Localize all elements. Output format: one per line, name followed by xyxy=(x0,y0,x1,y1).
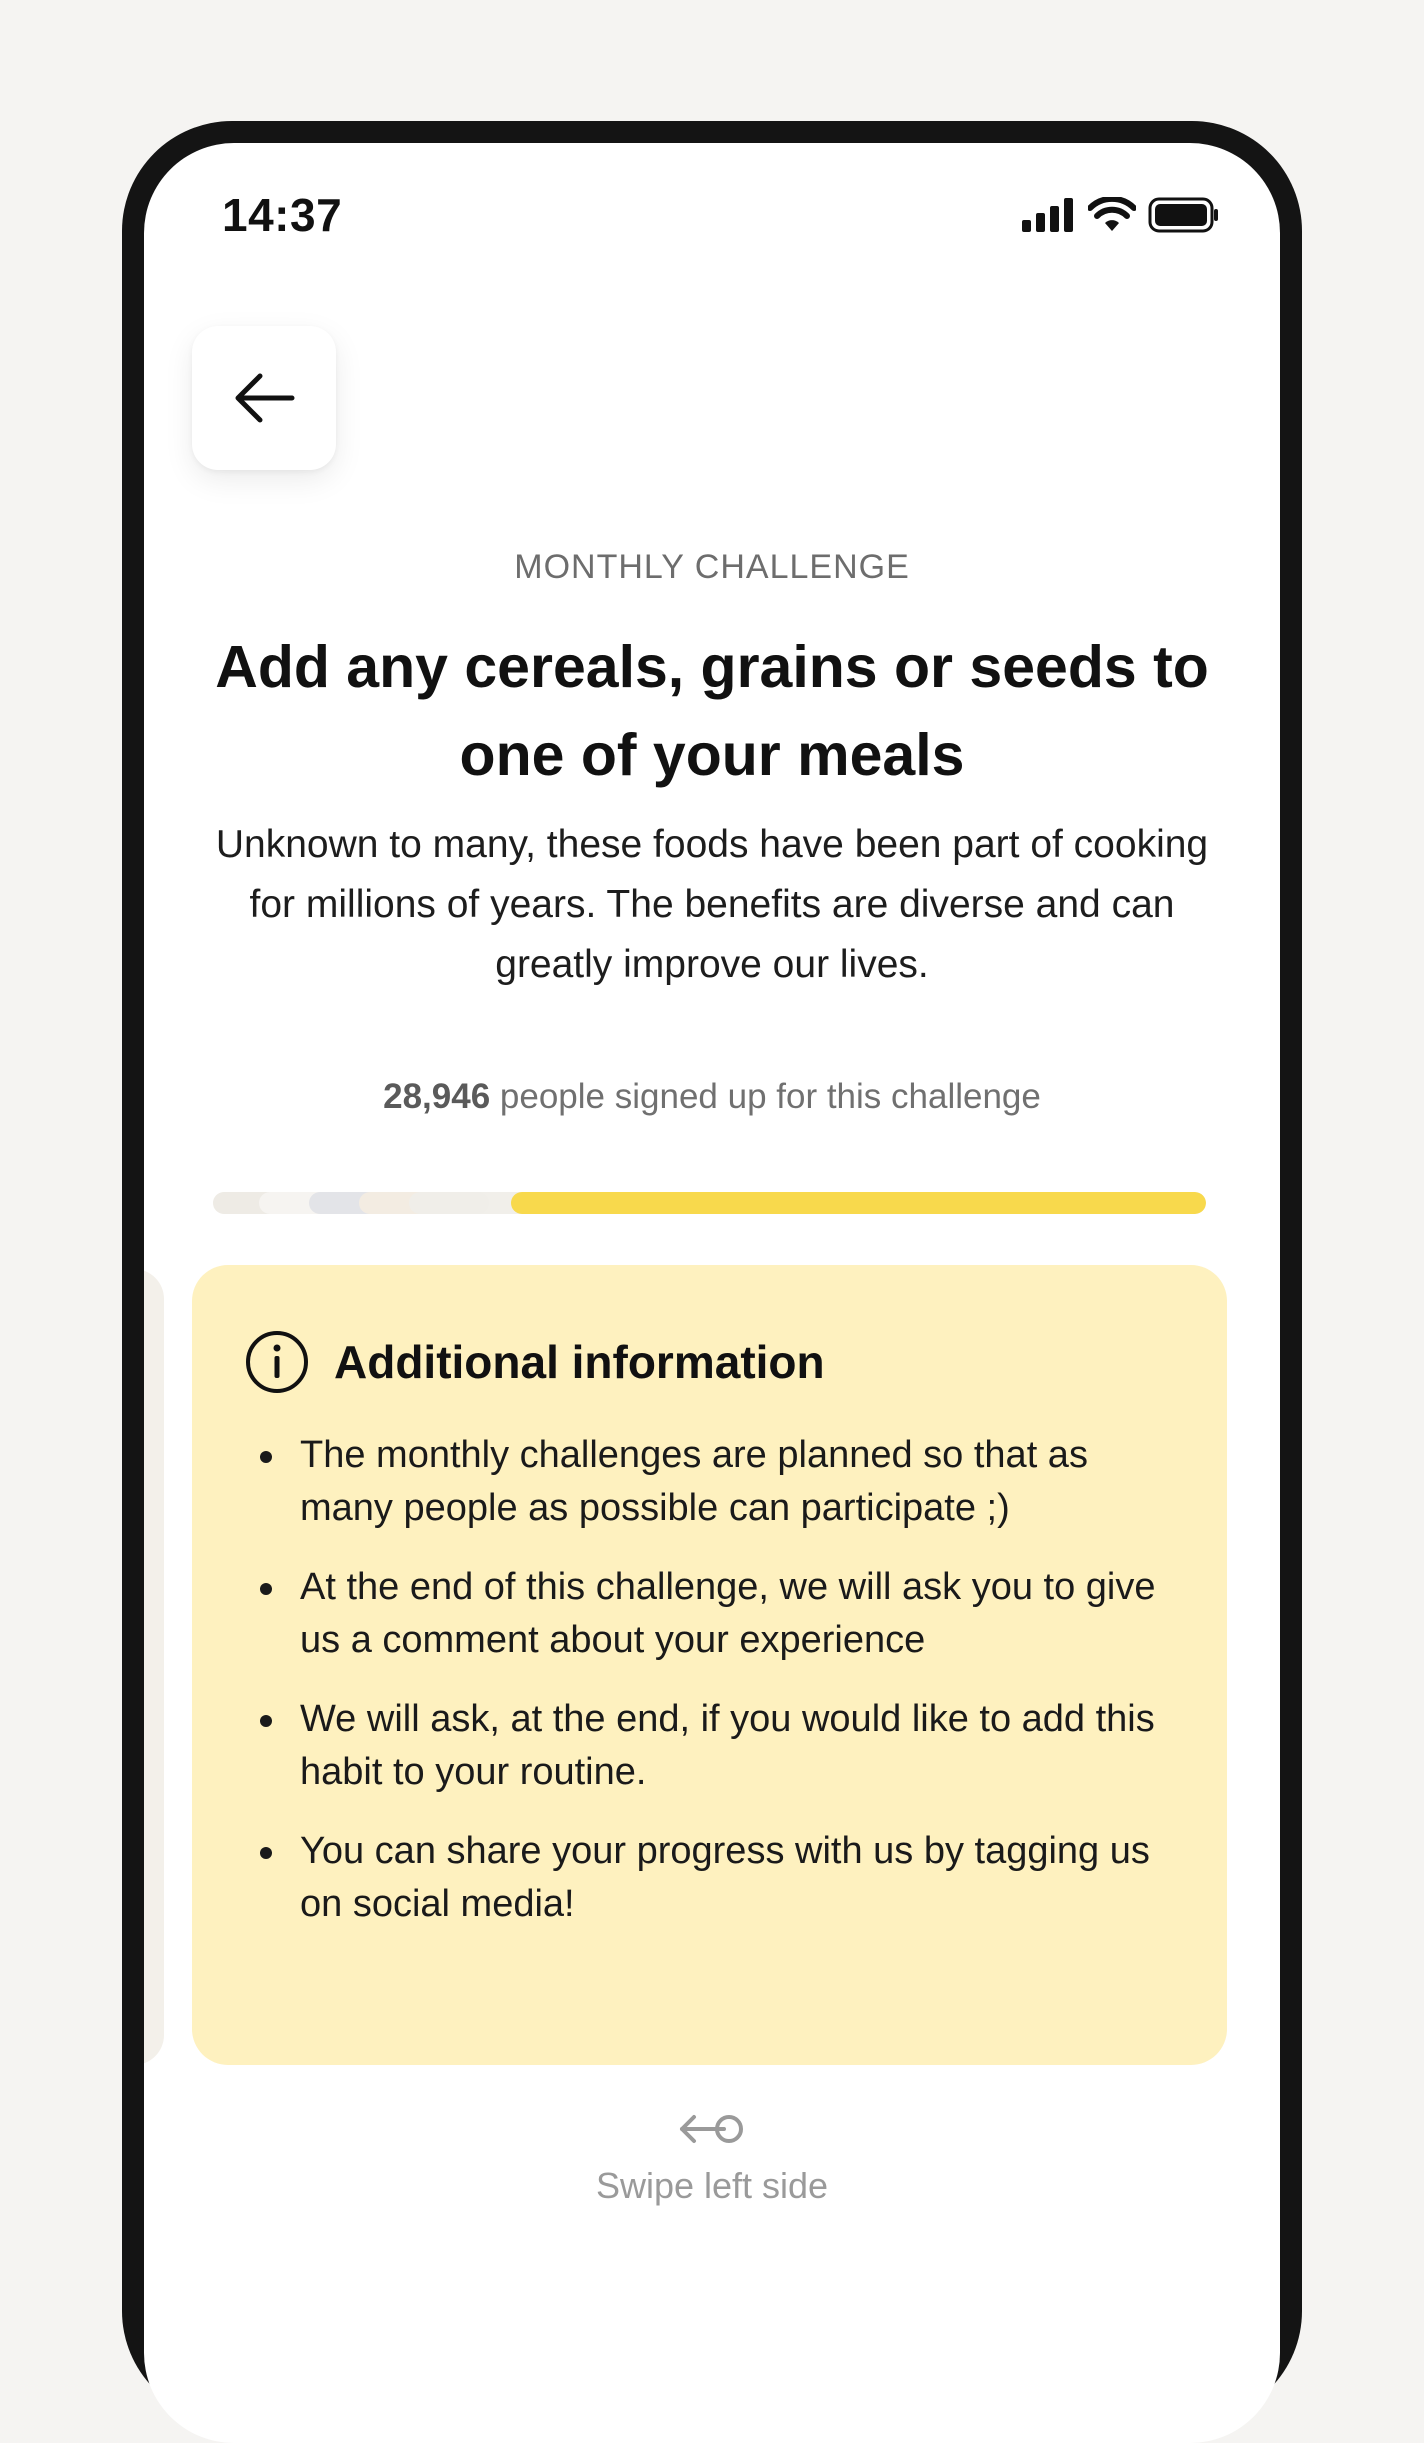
arrow-left-icon xyxy=(232,372,296,424)
signup-summary xyxy=(144,1077,1280,1117)
additional-info-card xyxy=(192,1265,1227,2065)
challenge-progress-bar xyxy=(213,1192,1206,1214)
app-screen xyxy=(144,143,1280,2443)
challenge-description: Unknown to many, these foods have been part of cooking for millions of years. The benefits are diverse and can greatly improve our lives. xyxy=(215,823,1209,986)
info-list-item: The monthly challenges are planned so that as many people as possible can participate ;) xyxy=(244,1429,1180,1535)
info-list xyxy=(244,1429,1175,1931)
info-icon xyxy=(244,1329,310,1395)
info-card-title: Additional information xyxy=(334,1336,825,1388)
challenge-title: Add any cereals, grains or seeds to one of your meals xyxy=(215,634,1209,788)
signal-icon xyxy=(1022,198,1076,232)
battery-icon xyxy=(1148,197,1220,233)
status-icons xyxy=(1022,195,1220,235)
signup-text: people signed up for this challenge xyxy=(490,1077,1041,1116)
wifi-icon xyxy=(1088,197,1136,233)
back-button[interactable] xyxy=(192,326,336,470)
progress-fill xyxy=(511,1192,1206,1214)
previous-card-peek[interactable] xyxy=(144,1269,164,2065)
swipe-hint-label: Swipe left side xyxy=(595,2165,829,2206)
signup-count: 28,946 xyxy=(383,1077,491,1116)
info-list-item: You can share your progress with us by tagging us on social media! xyxy=(244,1825,1180,1931)
status-time: 14:37 xyxy=(222,189,343,241)
info-list-item: We will ask, at the end, if you would like to add this habit to your routine. xyxy=(244,1693,1180,1799)
swipe-left-icon xyxy=(678,2109,746,2149)
progress-segment xyxy=(409,1192,489,1214)
info-card-header xyxy=(244,1329,1175,1395)
challenge-eyebrow: MONTHLY CHALLENGE xyxy=(514,548,910,586)
phone-frame xyxy=(122,121,1302,2421)
info-list-item: At the end of this challenge, we will ask you to give us a comment about your experience xyxy=(244,1561,1180,1667)
